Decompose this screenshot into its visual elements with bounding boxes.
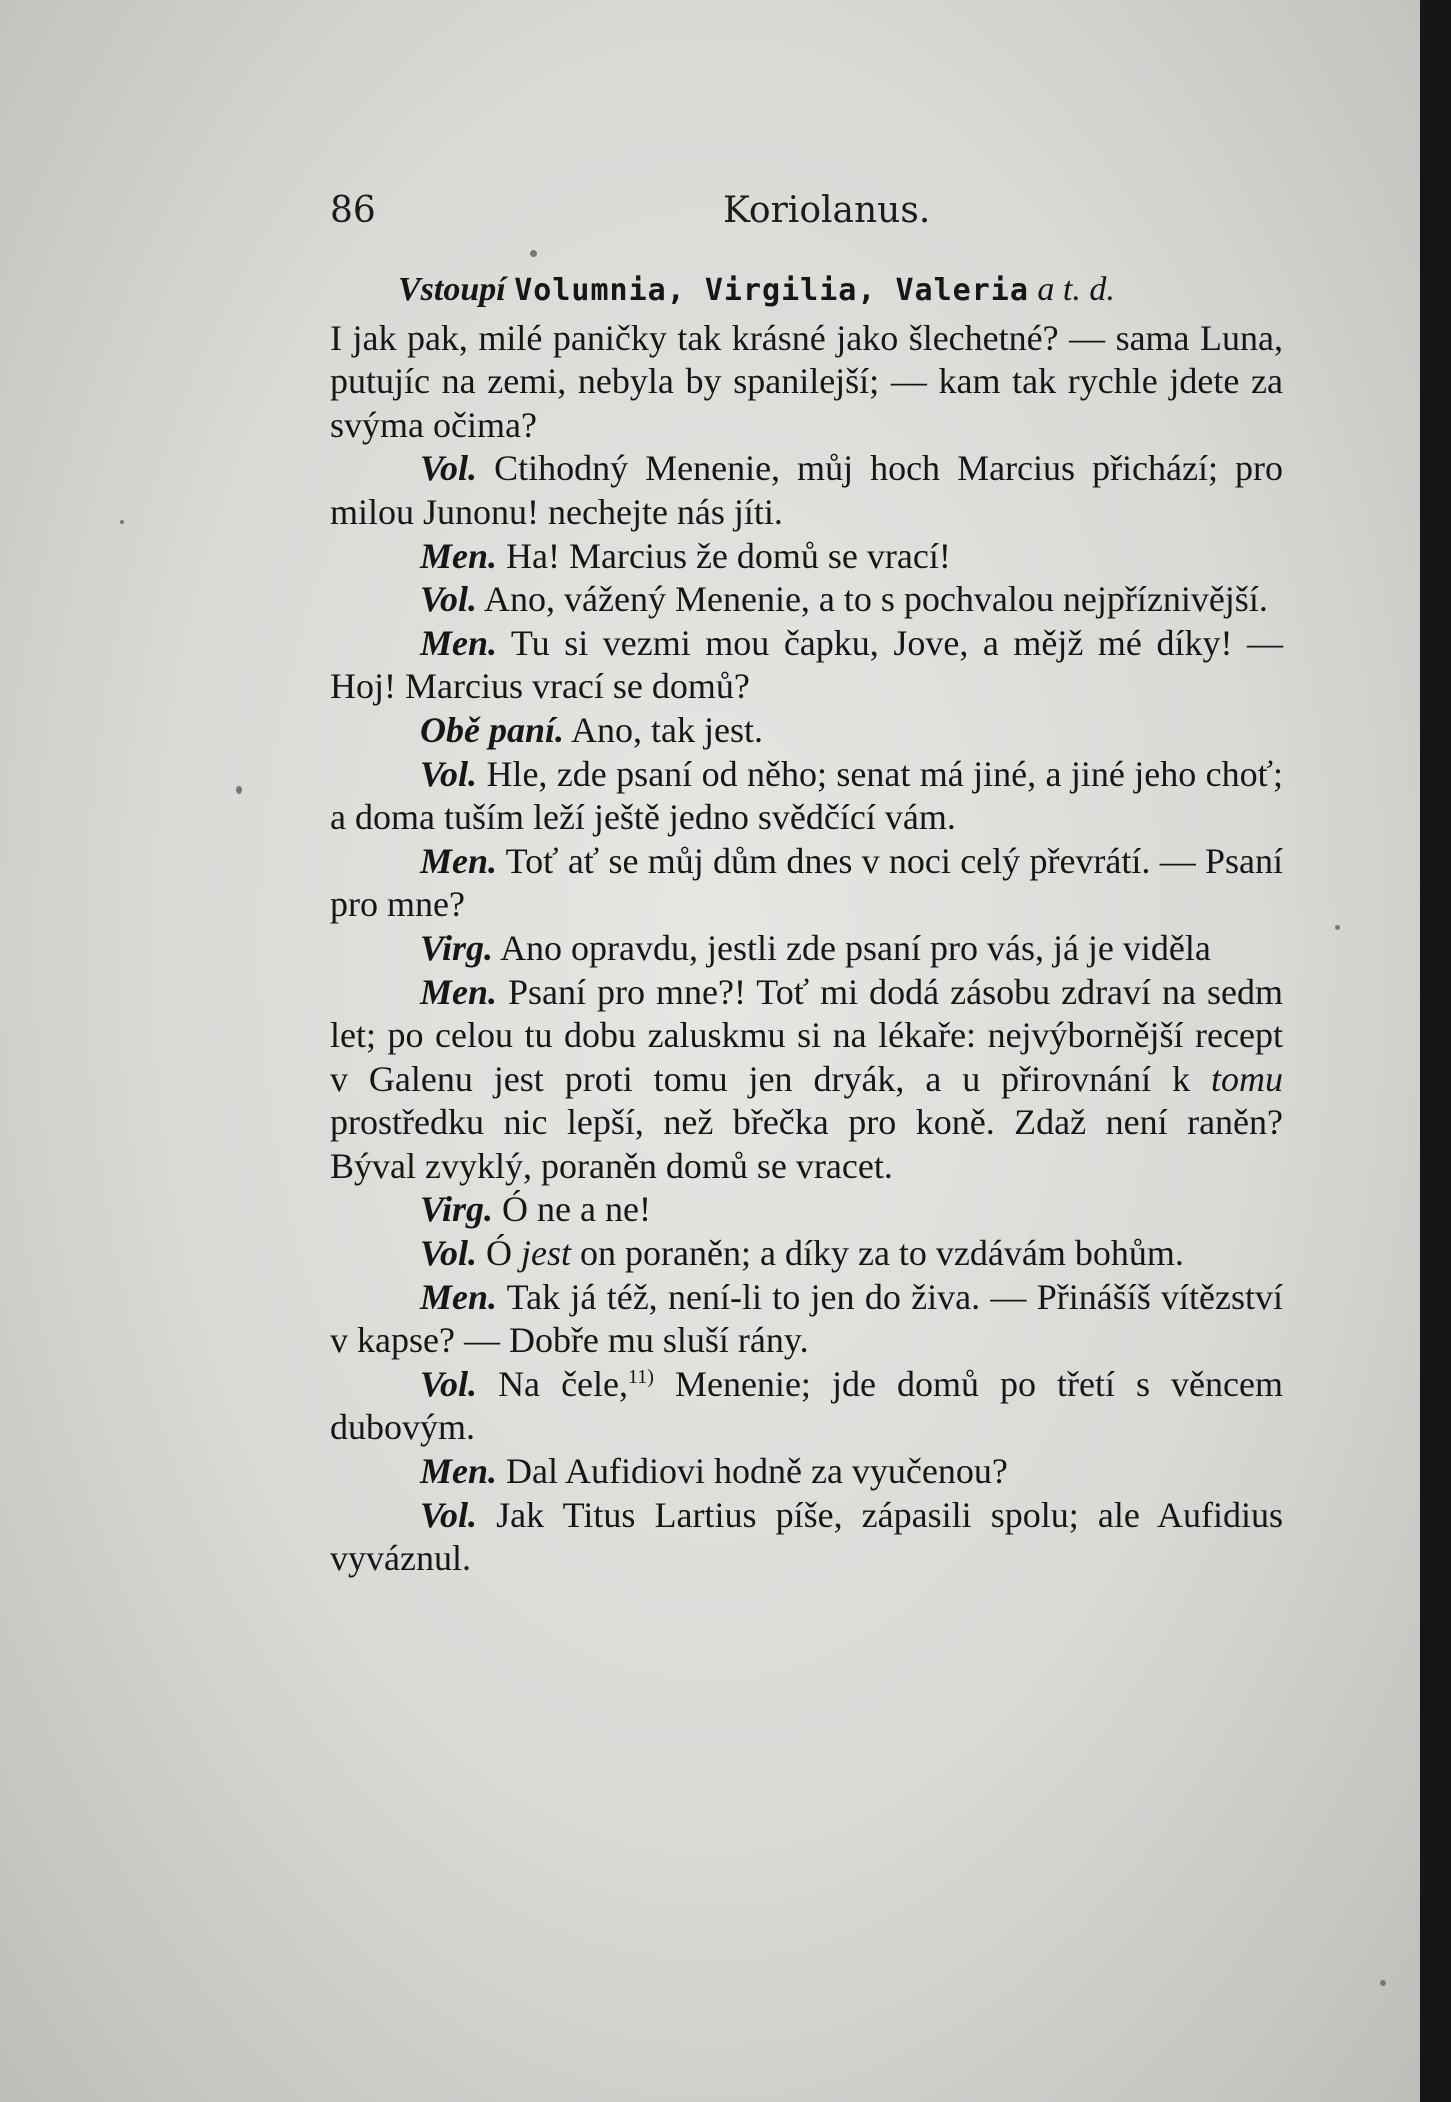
speech-text: Psaní pro mne?! Toť mi dodá zásobu zdraví na sedm let; po celou tu dobu zaluskmu si na lékaře: nejvýbornější recept v Galenu jest proti tomu jen dryák, a u přirovnání k: [330, 971, 1283, 1099]
opening-paragraph: I jak pak, milé paničky tak krásné jako šlechetné? — sama Luna, putujíc na zemi, nebyla by spanilejší; — kam tak rychle jdete za svýma očima?: [330, 317, 1283, 445]
page-header: [330, 190, 1290, 240]
speech: [330, 753, 1283, 840]
print-speck: [1380, 1980, 1386, 1986]
speaker-label: Men.: [420, 622, 498, 663]
speech-text: Tu si vezmi mou čapku, Jove, a mějž mé díky! — Hoj! Marcius vrací se domů?: [330, 622, 1283, 707]
speech-text: Jak Titus Lartius píše, zápasili spolu; ale Aufidius vyváznul.: [330, 1494, 1283, 1579]
speech-text: Ó: [486, 1233, 513, 1274]
speech: [330, 1363, 1283, 1450]
speech: [330, 927, 1283, 971]
speaker-label: Men.: [420, 535, 498, 576]
speech-text: Dal Aufidiovi hodně za vyučenou?: [506, 1451, 1008, 1492]
speaker-label: Virg.: [420, 927, 494, 968]
speech: [330, 971, 1283, 1189]
speech-text: Ctihodný Menenie, můj hoch Marcius přichází; pro milou Junonu! nechejte nás jíti.: [330, 448, 1283, 532]
running-title: Koriolanus.: [723, 190, 931, 231]
page-text: [330, 268, 1283, 1581]
speaker-label: Obě paní.: [420, 709, 564, 750]
speaker-label: Vol.: [420, 1363, 478, 1404]
speech: [330, 447, 1283, 534]
print-speck: [236, 786, 242, 794]
footnote-marker: 11): [628, 1365, 654, 1388]
emphasis-text: tomu: [1211, 1058, 1284, 1099]
page-edge: [1420, 0, 1451, 2102]
speech-text: Tak já též, není-li to jen do živa. — Přinášíš vítězství v kapse? — Dobře mu sluší rány.: [330, 1276, 1283, 1361]
speaker-label: Virg.: [420, 1189, 494, 1230]
speaker-label: Vol.: [420, 579, 478, 620]
stage-etc: a t. d.: [1037, 271, 1115, 308]
speech-text: on poraněn; a díky za to vzdávám bohům.: [580, 1233, 1184, 1274]
speech: [330, 622, 1283, 709]
speaker-label: Men.: [420, 1451, 498, 1492]
print-speck: [1335, 925, 1340, 930]
speech-text: Ó ne a ne!: [502, 1189, 651, 1230]
speech-text: Ano, tak jest.: [571, 709, 763, 750]
speech: [330, 1450, 1283, 1494]
speech-text: Menenie; jde domů po třetí s věncem dubovým.: [330, 1363, 1283, 1448]
speech-text: Hle, zde psaní od něho; senat má jiné, a jiné jeho choť; a doma tuším leží ještě jedno svědčící vám.: [330, 753, 1284, 838]
speech-text: Ano, vážený Menenie, a to s pochvalou nejpříznivější.: [484, 579, 1268, 620]
speaker-label: Vol.: [420, 1233, 478, 1274]
speech: [330, 1494, 1283, 1581]
speaker-label: Men.: [420, 840, 498, 881]
speech-text: Ha! Marcius že domů se vrací!: [506, 535, 951, 576]
speech-text: Na čele,: [498, 1363, 629, 1404]
speaker-label: Vol.: [420, 1494, 478, 1535]
speaker-label: Men.: [420, 1276, 498, 1317]
speech: [330, 535, 1283, 579]
print-speck: [530, 250, 537, 257]
speech: [330, 578, 1283, 622]
speech-text: Ano opravdu, jestli zde psaní pro vás, já je viděla: [500, 927, 1211, 968]
stage-verb: Vstoupí: [398, 271, 506, 308]
page-number: 86: [330, 190, 376, 231]
speaker-label: Vol.: [420, 448, 478, 489]
speech-text: prostředku nic lepší, než břečka pro koně. Zdaž není raněn? Býval zvyklý, poraněn domů se vracet.: [330, 1102, 1283, 1186]
stage-names: Volumnia, Virgilia, Valeria: [514, 273, 1029, 308]
speech: [330, 1276, 1283, 1363]
speaker-label: Men.: [420, 971, 498, 1012]
speech: [330, 1188, 1283, 1232]
speech: [330, 1232, 1283, 1276]
print-speck: [120, 520, 124, 524]
emphasis-text: jest: [521, 1233, 572, 1274]
speaker-label: Vol.: [420, 753, 478, 794]
speech-text: Toť ať se můj dům dnes v noci celý převrátí. — Psaní pro mne?: [330, 840, 1283, 925]
stage-direction: [330, 268, 1283, 313]
speech: [330, 709, 1283, 753]
speech: [330, 840, 1283, 927]
